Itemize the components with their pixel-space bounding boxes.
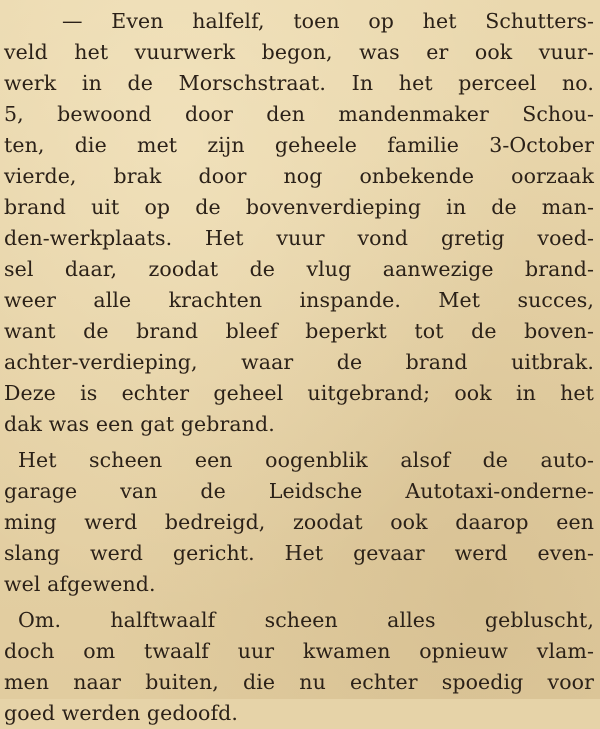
text-line: doch om twaalf uur kwamen opnieuw vlam-	[4, 639, 594, 663]
text-line: ten, die met zijn geheele familie 3-October	[4, 133, 594, 157]
text-line: werk in de Morschstraat. In het perceel no.	[4, 71, 594, 95]
text-line: sel daar, zoodat de vlug aanwezige brand-	[4, 257, 594, 281]
text-line: Deze is echter geheel uitgebrand; ook in het	[4, 381, 594, 405]
text-line: den-werkplaats. Het vuur vond gretig voed-	[4, 226, 594, 250]
text-line: wel afgewend.	[4, 572, 156, 596]
text-line: 5, bewoond door den mandenmaker Schou-	[4, 102, 594, 126]
text-line: achter-verdieping, waar de brand uitbrak.	[4, 350, 594, 374]
text-line: garage van de Leidsche Autotaxi-onderne-	[4, 479, 594, 503]
paragraph-3	[4, 605, 594, 729]
text-line: veld het vuurwerk begon, was er ook vuur-	[4, 40, 594, 64]
text-line: Om. halftwaalf scheen alles gebluscht,	[18, 608, 594, 632]
paragraph-2	[4, 445, 594, 600]
text-line: Het scheen een oogenblik alsof de auto-	[18, 448, 594, 472]
text-line: — Even halfelf, toen op het Schutters-	[62, 9, 594, 33]
text-line: men naar buiten, die nu echter spoedig voor	[4, 670, 594, 694]
text-line: vierde, brak door nog onbekende oorzaak	[4, 164, 594, 188]
text-line: weer alle krachten inspande. Met succes,	[4, 288, 594, 312]
text-line: want de brand bleef beperkt tot de boven-	[4, 319, 594, 343]
paragraph-1	[4, 6, 594, 440]
text-line: slang werd gericht. Het gevaar werd even-	[4, 541, 594, 565]
text-line: brand uit op de bovenverdieping in de man-	[4, 195, 594, 219]
text-line: goed werden gedoofd.	[4, 701, 238, 725]
news-article	[4, 6, 594, 729]
text-line: ming werd bedreigd, zoodat ook daarop een	[4, 510, 594, 534]
text-line: dak was een gat gebrand.	[4, 412, 275, 436]
